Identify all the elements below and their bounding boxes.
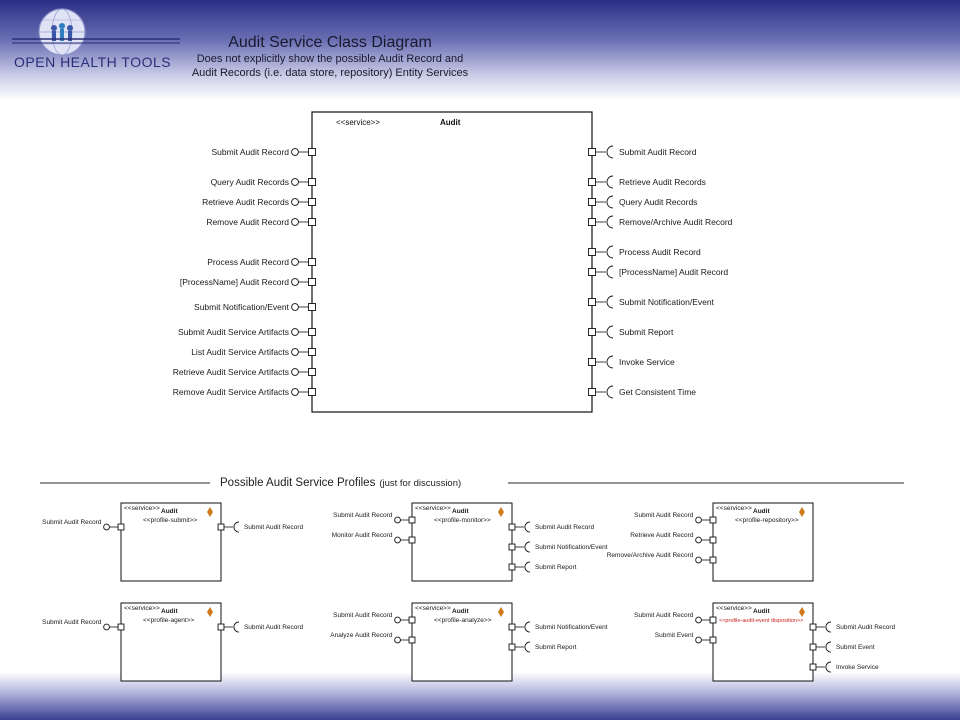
port-square [509, 624, 515, 630]
required-interface-label: Submit Report [534, 564, 577, 571]
required-interface-label: Process Audit Record [619, 247, 701, 257]
provided-interface-icon [104, 624, 110, 630]
provided-interface-icon [292, 304, 299, 311]
provided-interface-icon [292, 279, 299, 286]
provided-interface-icon [292, 219, 299, 226]
profile-stereotype-name: <<profile-repository>> [735, 517, 799, 524]
profile-name: Audit [452, 508, 469, 515]
required-interface-icon [607, 326, 613, 338]
port-square [409, 637, 415, 643]
provided-interface-icon [292, 329, 299, 336]
required-interface-icon [607, 176, 613, 188]
provided-interface-icon [395, 637, 401, 643]
port-square [309, 219, 316, 226]
main-name: Audit [440, 118, 461, 127]
provided-interface-label: Submit Audit Record [333, 612, 393, 619]
provided-interface-icon [696, 537, 702, 543]
required-interface-icon [607, 246, 613, 258]
profiles-group [42, 503, 895, 681]
provided-interface-icon [696, 617, 702, 623]
port-square [509, 544, 515, 550]
required-interface-label: Remove/Archive Audit Record [619, 217, 733, 227]
profile-stereotype: <<service>> [415, 605, 451, 612]
required-interface-icon [234, 522, 239, 532]
port-square [589, 249, 596, 256]
profile-component [332, 503, 608, 581]
port-square [589, 179, 596, 186]
profile-name: Audit [753, 508, 770, 515]
provided-interface-label: Submit Event [654, 632, 694, 639]
required-interface-label: Submit Audit Record [534, 524, 595, 531]
profile-name: Audit [452, 608, 469, 615]
port-square [218, 524, 224, 530]
port-square [710, 517, 716, 523]
main-component-box [312, 112, 592, 412]
provided-interface-icon [395, 617, 401, 623]
port-square [218, 624, 224, 630]
provided-interface-label: Submit Notification/Event [194, 302, 289, 312]
port-square [309, 329, 316, 336]
provided-interface-icon [292, 349, 299, 356]
required-interface-icon [826, 662, 831, 672]
port-square [409, 617, 415, 623]
port-square [118, 524, 124, 530]
required-interface-label: Submit Event [835, 644, 875, 651]
provided-interface-icon [696, 637, 702, 643]
provided-interface-icon [292, 149, 299, 156]
profile-name: Audit [161, 608, 178, 615]
required-interface-label: [ProcessName] Audit Record [619, 267, 729, 277]
profile-stereotype-name: <<profile-analyze>> [434, 617, 492, 624]
provided-interface-label: Analyze Audit Record [330, 632, 393, 639]
port-square [810, 624, 816, 630]
provided-interface-icon [292, 259, 299, 266]
provided-interface-label: Submit Audit Record [634, 612, 694, 619]
port-square [589, 299, 596, 306]
required-interface-icon [525, 642, 530, 652]
required-interface-label: Retrieve Audit Records [619, 177, 706, 187]
required-interface-label: Submit Notification/Event [619, 297, 714, 307]
required-interface-label: Query Audit Records [619, 197, 698, 207]
provided-interface-label: List Audit Service Artifacts [191, 347, 289, 357]
provided-interface-label: Submit Audit Record [634, 512, 694, 519]
provided-interface-icon [292, 389, 299, 396]
port-square [589, 359, 596, 366]
port-square [309, 349, 316, 356]
profile-component [634, 603, 895, 681]
provided-interface-label: Submit Audit Record [211, 147, 289, 157]
required-interface-label: Submit Audit Record [243, 624, 304, 631]
port-square [589, 269, 596, 276]
provided-interface-icon [395, 517, 401, 523]
required-interface-icon [607, 356, 613, 368]
profile-stereotype: <<service>> [415, 505, 451, 512]
required-interface-icon [607, 146, 613, 158]
port-square [589, 199, 596, 206]
required-interface-label: Submit Notification/Event [534, 624, 608, 631]
provided-interface-label: Retrieve Audit Service Artifacts [172, 367, 289, 377]
port-square [309, 389, 316, 396]
page-title: Audit Service Class Diagram [228, 34, 432, 51]
profile-stereotype: <<service>> [716, 605, 752, 612]
provided-interface-label: Monitor Audit Record [331, 532, 393, 539]
profile-component [42, 503, 303, 581]
logo-text: OPEN HEALTH TOOLS [14, 54, 172, 70]
required-interface-icon [607, 216, 613, 228]
provided-interface-icon [104, 524, 110, 530]
provided-interface-label: Remove Audit Service Artifacts [172, 387, 289, 397]
port-square [710, 617, 716, 623]
port-square [589, 149, 596, 156]
provided-interface-label: Remove/Archive Audit Record [606, 552, 694, 559]
provided-interface-label: Retrieve Audit Records [202, 197, 289, 207]
required-interface-label: Invoke Service [619, 357, 675, 367]
provided-interface-icon [292, 369, 299, 376]
profile-name: Audit [753, 608, 770, 615]
required-interface-icon [607, 296, 613, 308]
provided-interface-label: Remove Audit Record [206, 217, 289, 227]
required-interface-label: Submit Audit Record [835, 624, 896, 631]
port-square [710, 637, 716, 643]
port-square [810, 644, 816, 650]
provided-interface-label: Query Audit Records [210, 177, 289, 187]
provided-interface-label: Submit Audit Service Artifacts [177, 327, 289, 337]
required-interface-label: Submit Audit Record [243, 524, 304, 531]
port-square [309, 149, 316, 156]
provided-interface-label: Submit Audit Record [42, 619, 102, 626]
required-interface-icon [607, 266, 613, 278]
profile-stereotype-name: <<profile-submit>> [143, 517, 198, 524]
port-square [309, 259, 316, 266]
page-subtitle-line2: Audit Records (i.e. data store, repository) Entity Services [191, 67, 469, 79]
provided-interface-label: Process Audit Record [207, 257, 289, 267]
profile-component [607, 503, 813, 581]
required-interface-icon [525, 522, 530, 532]
required-interface-label: Submit Report [534, 644, 577, 651]
required-interface-icon [525, 622, 530, 632]
required-interface-label: Submit Report [619, 327, 674, 337]
port-square [409, 537, 415, 543]
required-interface-icon [826, 642, 831, 652]
provided-interface-icon [292, 179, 299, 186]
profile-stereotype: <<service>> [716, 505, 752, 512]
provided-interface-label: [ProcessName] Audit Record [179, 277, 289, 287]
required-interface-icon [826, 622, 831, 632]
provided-interface-icon [696, 557, 702, 563]
profile-stereotype: <<service>> [124, 605, 160, 612]
profile-component [42, 603, 303, 681]
provided-interface-icon [292, 199, 299, 206]
required-interface-icon [525, 542, 530, 552]
port-square [309, 304, 316, 311]
required-interface-icon [525, 562, 530, 572]
required-interface-icon [607, 386, 613, 398]
port-square [509, 564, 515, 570]
port-square [589, 219, 596, 226]
required-interface-label: Submit Audit Record [619, 147, 697, 157]
profile-stereotype-name: <<profile-monitor>> [434, 517, 491, 524]
profile-stereotype-name: <<profile-agent>> [143, 617, 195, 624]
required-interface-icon [234, 622, 239, 632]
main-stereotype: <<service>> [336, 118, 381, 127]
required-interface-label: Submit Notification/Event [534, 544, 608, 551]
profile-name: Audit [161, 508, 178, 515]
port-square [589, 389, 596, 396]
provided-interface-icon [395, 537, 401, 543]
port-square [710, 557, 716, 563]
profile-stereotype: <<service>> [124, 505, 160, 512]
port-square [309, 279, 316, 286]
required-interface-label: Get Consistent Time [619, 387, 697, 397]
port-square [710, 537, 716, 543]
profile-component [330, 603, 607, 681]
port-square [589, 329, 596, 336]
port-square [509, 524, 515, 530]
port-square [309, 369, 316, 376]
port-square [309, 199, 316, 206]
provided-interface-icon [696, 517, 702, 523]
required-interface-icon [607, 196, 613, 208]
port-square [810, 664, 816, 670]
provided-interface-label: Retrieve Audit Record [630, 532, 694, 539]
profile-stereotype-name: <<profile-audit-event disposition>> [719, 618, 804, 624]
port-square [118, 624, 124, 630]
provided-interface-label: Submit Audit Record [42, 519, 102, 526]
page-subtitle-line1: Does not explicitly show the possible Audit Record and [196, 53, 464, 65]
port-square [509, 644, 515, 650]
profiles-section-title: Possible Audit Service Profiles (just for discussion) [220, 477, 462, 489]
port-square [409, 517, 415, 523]
provided-interface-label: Submit Audit Record [333, 512, 393, 519]
port-square [309, 179, 316, 186]
required-interface-label: Invoke Service [835, 664, 879, 671]
